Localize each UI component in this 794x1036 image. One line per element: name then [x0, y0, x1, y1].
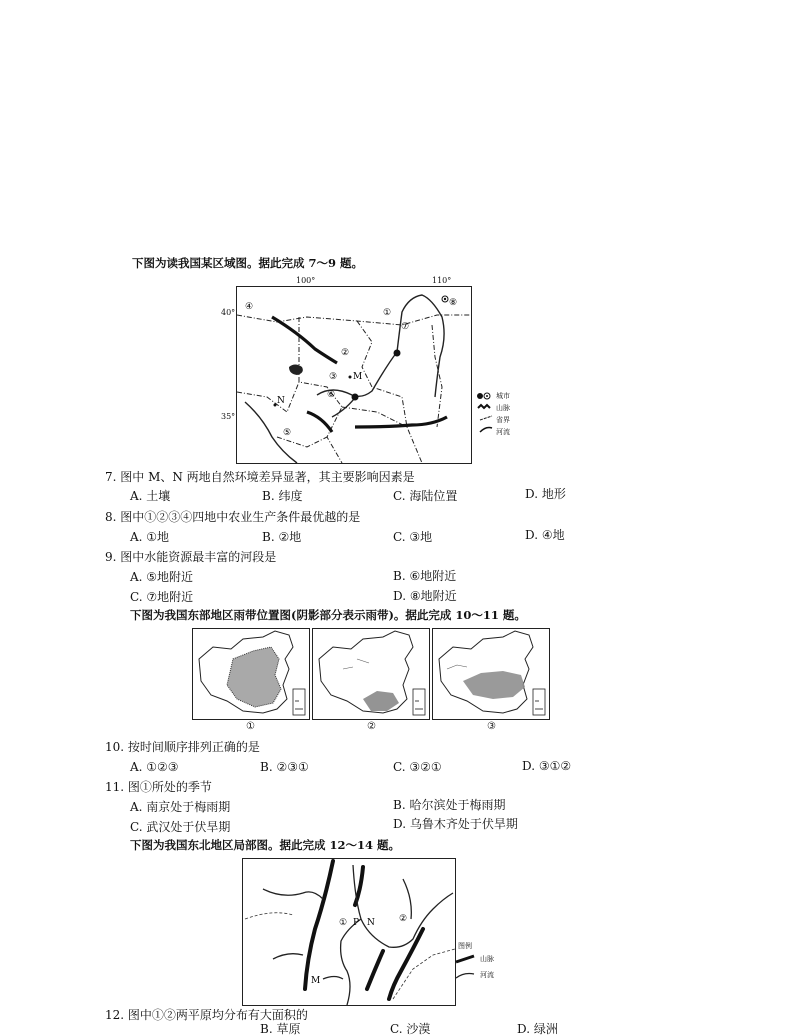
q7-option-b: B. 纬度 — [262, 489, 303, 503]
q12-option-d: D. 绿洲 — [517, 1022, 558, 1036]
q9-option-d: D. ⑧地附近 — [393, 589, 457, 603]
ne-marker-m: M — [311, 976, 321, 986]
q10-option-a: A. ①②③ — [130, 760, 179, 774]
ne-marker-p: P — [353, 918, 360, 928]
q9-option-c: C. ⑦地附近 — [130, 590, 194, 604]
regional-map-7-9 — [236, 286, 472, 464]
marker-5: ⑤ — [283, 428, 292, 438]
q10-option-c: C. ③②① — [393, 760, 442, 774]
q8-option-a: A. ①地 — [130, 530, 170, 544]
marker-6: ⑥ — [327, 390, 336, 400]
lon-label-110: 110° — [432, 276, 452, 285]
q11-stem: 11. 图①所处的季节 — [105, 780, 212, 794]
q7-option-a: A. 土壤 — [130, 489, 171, 503]
q12-option-b: B. 草原 — [260, 1022, 301, 1036]
rainbelt-label-2: ② — [367, 721, 376, 732]
marker-m: M — [353, 372, 363, 382]
rainbelt-label-1: ① — [246, 721, 255, 732]
ne-legend-symbols — [454, 952, 478, 982]
lat-label-35: 35° — [221, 412, 236, 421]
q9-stem: 9. 图中水能资源最丰富的河段是 — [105, 550, 277, 564]
section2-intro: 下图为我国东部地区雨带位置图(阴影部分表示雨带)。据此完成 10～11 题。 — [130, 608, 526, 622]
rainbelt-map-2 — [312, 628, 430, 720]
marker-1: ① — [383, 308, 392, 318]
lat-label-40: 40° — [221, 308, 236, 317]
ne-marker-2: ② — [399, 914, 408, 924]
q11-option-d: D. 乌鲁木齐处于伏旱期 — [393, 817, 518, 831]
marker-2: ② — [341, 348, 350, 358]
ne-legend-mountain: 山脉 — [480, 955, 494, 963]
legend-city: 城市 — [496, 392, 510, 400]
q12-option-c: C. 沙漠 — [390, 1022, 431, 1036]
q9-option-b: B. ⑥地附近 — [393, 569, 457, 583]
q7-option-c: C. 海陆位置 — [393, 489, 458, 503]
ne-legend-river: 河流 — [480, 971, 494, 979]
q8-option-b: B. ②地 — [262, 530, 302, 544]
section1-intro: 下图为读我国某区域图。据此完成 7～9 题。 — [132, 256, 364, 270]
q11-option-a: A. 南京处于梅雨期 — [130, 800, 231, 814]
northeast-map — [242, 858, 456, 1006]
rainbelt-map-1 — [192, 628, 310, 720]
q8-option-c: C. ③地 — [393, 530, 433, 544]
section3-intro: 下图为我国东北地区局部图。据此完成 12～14 题。 — [130, 838, 401, 852]
q8-stem: 8. 图中①②③④四地中农业生产条件最优越的是 — [105, 510, 361, 524]
q10-option-d: D. ③①② — [522, 759, 572, 773]
q11-option-c: C. 武汉处于伏旱期 — [130, 820, 231, 834]
marker-3: ③ — [329, 372, 338, 382]
rainbelt-map-3 — [432, 628, 550, 720]
map-legend-symbols — [476, 392, 496, 438]
marker-8: ⑧ — [449, 298, 458, 308]
q7-option-d: D. 地形 — [525, 487, 566, 501]
legend-river: 河流 — [496, 428, 510, 436]
marker-7: ⑦ — [401, 322, 410, 332]
ne-marker-n: N — [367, 918, 375, 928]
legend-mountain: 山脉 — [496, 404, 510, 412]
legend-province-border: 省界 — [496, 416, 510, 424]
rainbelt-label-3: ③ — [487, 721, 496, 732]
ne-marker-1: ① — [339, 918, 348, 928]
lon-label-100: 100° — [296, 276, 316, 285]
q12-stem: 12. 图中①②两平原均分布有大面积的 — [105, 1008, 308, 1022]
q8-option-d: D. ④地 — [525, 528, 565, 542]
q7-stem: 7. 图中 M、N 两地自然环境差异显著，其主要影响因素是 — [105, 470, 415, 484]
marker-4: ④ — [245, 302, 254, 312]
marker-n: N — [277, 396, 285, 406]
q9-option-a: A. ⑤地附近 — [130, 570, 194, 584]
q11-option-b: B. 哈尔滨处于梅雨期 — [393, 798, 506, 812]
q10-option-b: B. ②③① — [260, 760, 309, 774]
ne-legend-title: 图例 — [458, 942, 472, 950]
q10-stem: 10. 按时间顺序排列正确的是 — [105, 740, 260, 754]
